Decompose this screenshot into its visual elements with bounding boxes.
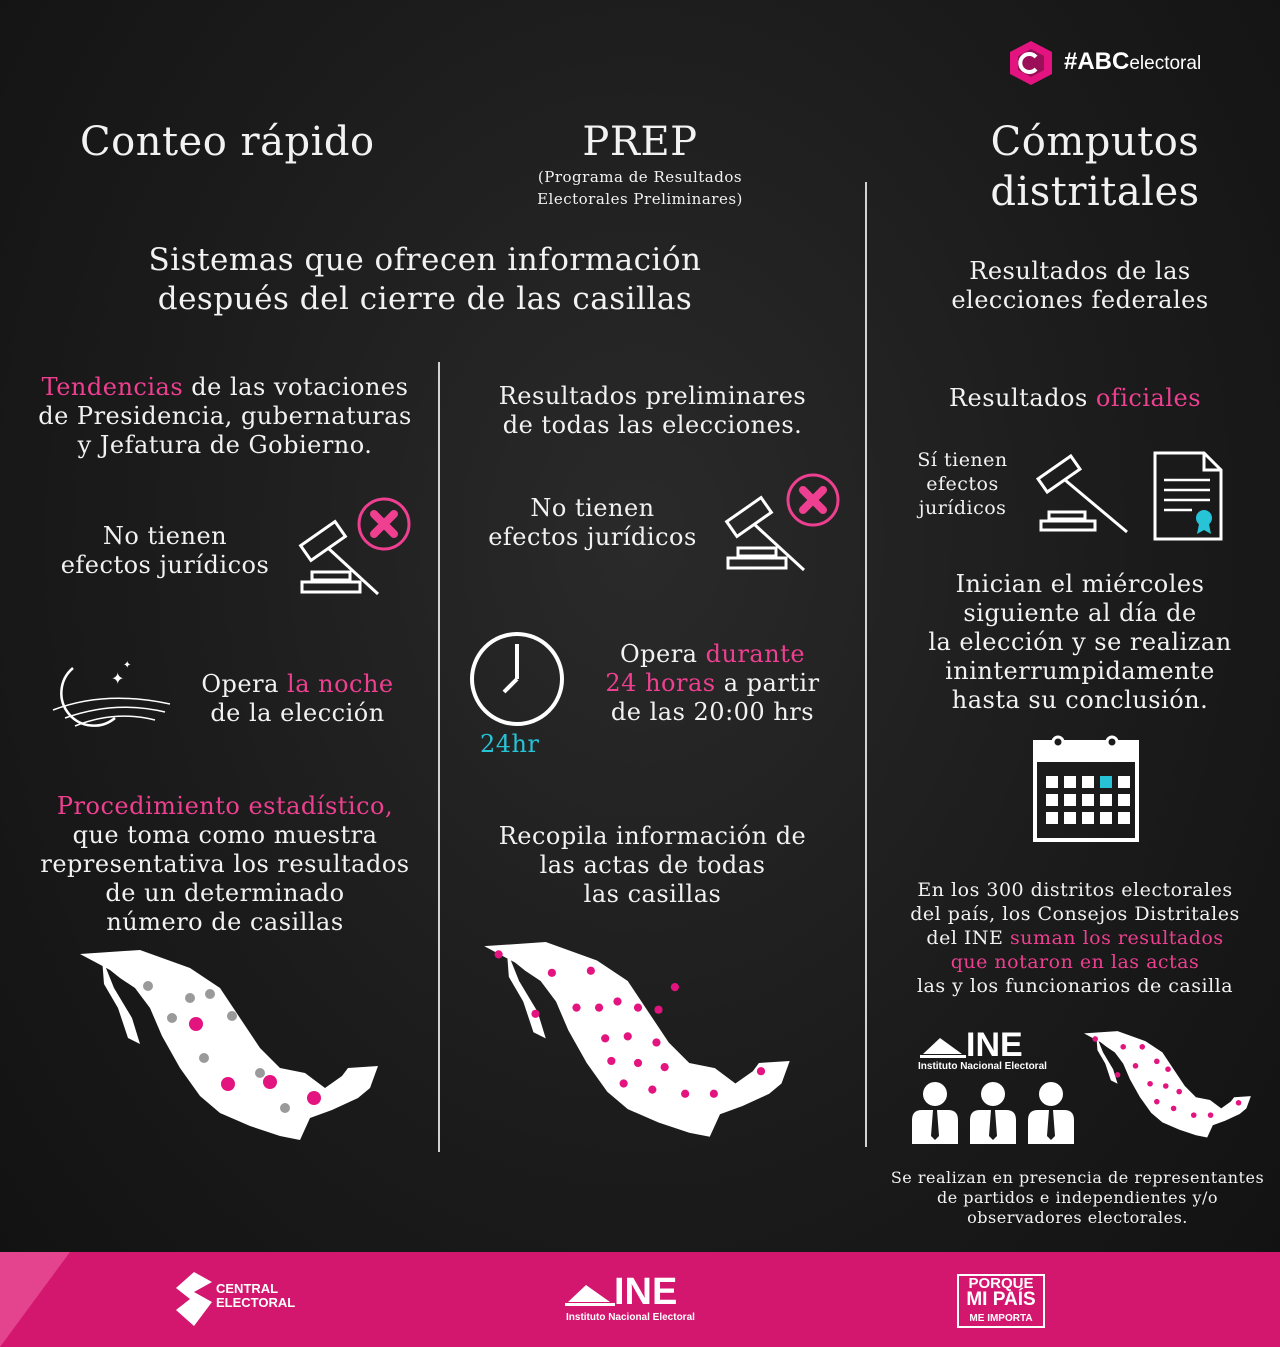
- shared-heading-2: después del cierre de las casillas: [157, 281, 693, 317]
- computos-presencia: Se realizan en presencia de representantes de partidos e independientes y/o observadores electorales.: [890, 1168, 1265, 1227]
- computos-inician: Inician el miércoles siguiente al día de la elección y se realizan ininterrumpidamente hasta su conclusión.: [928, 570, 1232, 714]
- computos-distritos: En los 300 distritos electorales del país, los Consejos Distritales del INE suman los resultados que notaron en las actas las y los funcionarios de casilla: [910, 879, 1240, 997]
- shared-heading-1: Sistemas que ofrecen información: [148, 242, 702, 278]
- ine-emblem-icon: [918, 1032, 968, 1062]
- prep-clock-label: 24hr: [480, 730, 540, 758]
- prep-opera: Opera durante 24 horas a partir de las 20:00 hrs: [605, 640, 820, 726]
- divider-right: [865, 182, 867, 1147]
- central-electoral-logo: CENTRAL ELECTORAL: [216, 1281, 296, 1310]
- conteo-opera: Opera la noche de la elección: [201, 670, 394, 727]
- computos-ine-caption: Instituto Nacional Electoral: [918, 1061, 1047, 1072]
- footer-bar: [0, 1252, 1280, 1347]
- gavel-with-x-icon: [292, 490, 422, 605]
- conteo-tendencias: Tendencias de las votaciones de Presidencia, gubernaturas y Jefatura de Gobierno.: [38, 373, 412, 459]
- title-computos-2: distritales: [990, 169, 1200, 215]
- document-certificate-icon: [1152, 450, 1224, 542]
- officials-group-icon: [908, 1080, 1078, 1146]
- svg-text:✦: ✦: [111, 669, 125, 688]
- divider-left: [438, 362, 440, 1152]
- porque-mi-pais-logo: PORQUE MI PAÍS ME IMPORTA: [957, 1274, 1045, 1328]
- mexico-map-districts-icon: [1082, 1030, 1254, 1142]
- prep-recopila: Recopila información de las actas de todas las casillas: [498, 822, 807, 908]
- subtitle-prep-1: (Programa de Resultados: [537, 168, 743, 186]
- abc-electoral-badge-icon: [1008, 40, 1054, 86]
- prep-resultados: Resultados preliminares de todas las elecciones.: [498, 382, 807, 439]
- computos-ine-logo: INE: [966, 1026, 1023, 1064]
- footer-ine-emblem-icon: [564, 1280, 616, 1310]
- subtitle-prep-2: Electorales Preliminares): [537, 190, 743, 208]
- hashtag-abc-electoral: #ABCelectoral: [1064, 48, 1202, 75]
- title-computos-1: Cómputos: [990, 119, 1200, 165]
- computos-efectos: Sí tienen efectos jurídicos: [917, 449, 1008, 519]
- prep-efectos: No tienen efectos jurídicos: [488, 494, 697, 551]
- conteo-efectos: No tienen efectos jurídicos: [60, 522, 270, 579]
- footer-decoration: [0, 1252, 70, 1347]
- gavel-with-x-icon-prep: [718, 466, 848, 581]
- mexico-map-full-icon: [478, 940, 798, 1145]
- gavel-icon: [1035, 448, 1135, 540]
- svg-text:✦: ✦: [123, 660, 132, 671]
- calendar-icon: [1032, 732, 1140, 844]
- mexico-map-sample-icon: [80, 948, 380, 1148]
- title-prep: PREP: [582, 119, 698, 165]
- computos-resultados: Resultados de las elecciones federales: [951, 257, 1209, 314]
- computos-oficiales: Resultados oficiales: [948, 384, 1202, 412]
- central-electoral-logo-icon: [174, 1270, 214, 1328]
- footer-ine-caption: Instituto Nacional Electoral: [566, 1312, 695, 1323]
- clock-icon: [468, 630, 566, 728]
- footer-ine-logo: INE: [614, 1271, 678, 1313]
- moon-night-icon: [45, 660, 175, 735]
- conteo-procedimiento: Procedimiento estadístico, que toma como muestra representativa los resultados de un determinado número de casillas: [40, 792, 410, 936]
- title-conteo-rapido: Conteo rápido: [80, 119, 375, 165]
